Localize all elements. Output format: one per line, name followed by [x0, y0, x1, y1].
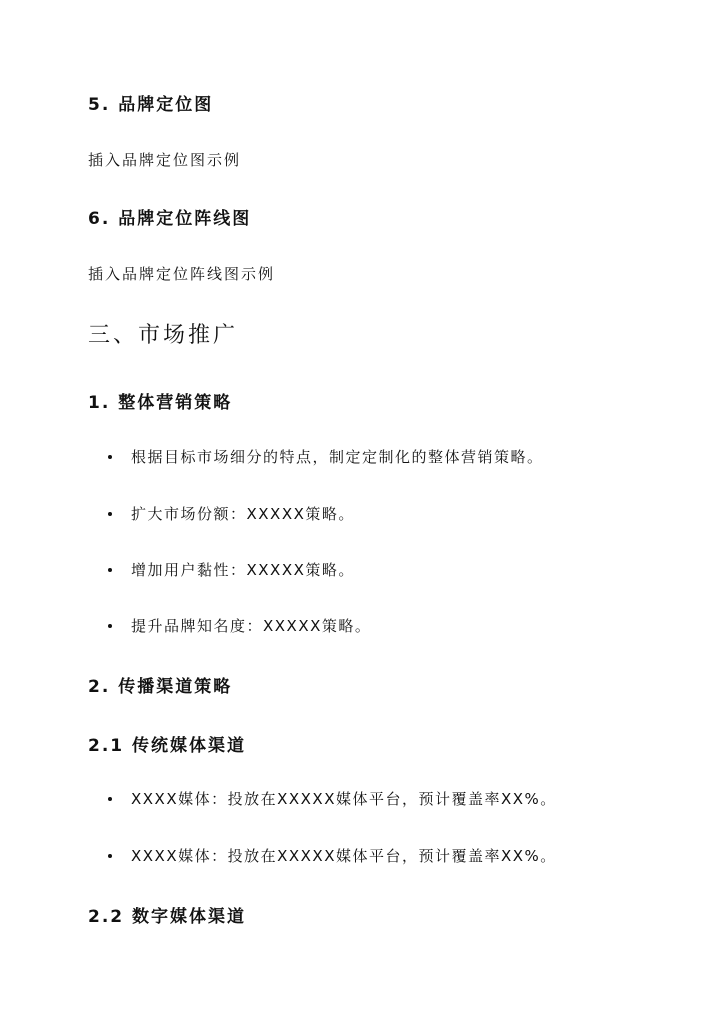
subsection-heading-digital-media: 2.2 数字媒体渠道 — [88, 907, 247, 927]
list-item-text: 提升品牌知名度：XXXXX策略。 — [131, 617, 372, 635]
section-heading-brand-positioning-map: 5. 品牌定位图 — [88, 95, 214, 115]
section-heading-brand-positioning-matrix: 6. 品牌定位阵线图 — [88, 209, 252, 229]
list-item-text: 根据目标市场细分的特点，制定定制化的整体营销策略。 — [131, 448, 544, 466]
paragraph-brand-positioning-matrix: 插入品牌定位阵线图示例 — [88, 265, 276, 283]
list-item-text: 增加用户黏性：XXXXX策略。 — [131, 561, 355, 579]
subsection-heading-traditional-media: 2.1 传统媒体渠道 — [88, 736, 247, 756]
bullet-dot-icon — [108, 854, 112, 858]
bullet-dot-icon — [108, 512, 112, 516]
section-heading-channel-strategy: 2. 传播渠道策略 — [88, 677, 233, 697]
paragraph-brand-positioning-map: 插入品牌定位图示例 — [88, 151, 242, 169]
list-item — [108, 615, 371, 636]
list-item-text: 扩大市场份额：XXXXX策略。 — [131, 505, 355, 523]
bullet-dot-icon — [108, 624, 112, 628]
chapter-heading-market-promotion: 三、市场推广 — [88, 323, 239, 348]
list-item — [108, 446, 544, 467]
bullet-dot-icon — [108, 455, 112, 459]
list-item — [108, 559, 355, 580]
list-item-text: XXXX媒体：投放在XXXXX媒体平台，预计覆盖率XX%。 — [131, 790, 557, 808]
section-heading-overall-strategy: 1. 整体营销策略 — [88, 393, 233, 413]
list-item-text: XXXX媒体：投放在XXXXX媒体平台，预计覆盖率XX%。 — [131, 847, 557, 865]
list-item — [108, 503, 355, 524]
list-item — [108, 788, 557, 809]
bullet-dot-icon — [108, 568, 112, 572]
bullet-dot-icon — [108, 797, 112, 801]
list-item — [108, 845, 557, 866]
